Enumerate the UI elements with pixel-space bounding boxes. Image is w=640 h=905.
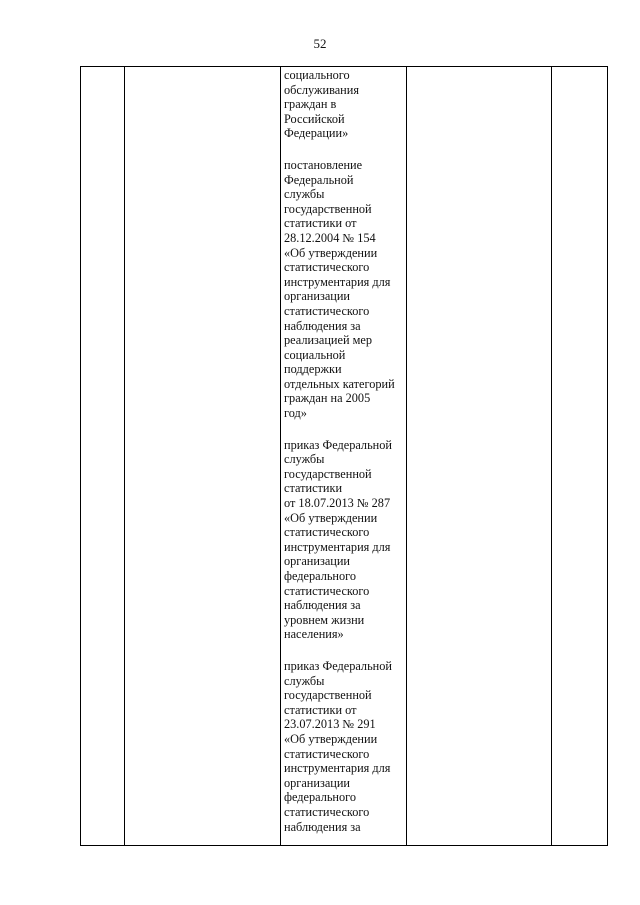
legal-act-text: постановление Федеральной службы государственной статистики от 28.12.2004 № 154 «Об утверждении статистического инструментария для организации статистического наблюдения за реализацией мер социальной поддержки отдельных категорий граждан на 2005 год» [284, 157, 395, 421]
column-divider [124, 67, 125, 845]
column-divider [280, 67, 281, 845]
legal-act-text: приказ Федеральной службы государственной статистики от 23.07.2013 № 291 «Об утверждении статистического инструментария для организации федерального статистического наблюдения за [284, 658, 392, 834]
legal-act-text: социального обслуживания граждан в Российской Федерации» [284, 68, 359, 141]
table-cell-legal-acts [284, 68, 404, 851]
document-table [80, 66, 608, 846]
column-divider [406, 67, 407, 845]
page-number: 52 [313, 36, 327, 51]
column-divider [551, 67, 552, 845]
legal-act-text: приказ Федеральной службы государственной статистики от 18.07.2013 № 287 «Об утверждении статистического инструментария для организации федерального статистического наблюдения за уровнем жизни населения» [284, 437, 392, 642]
